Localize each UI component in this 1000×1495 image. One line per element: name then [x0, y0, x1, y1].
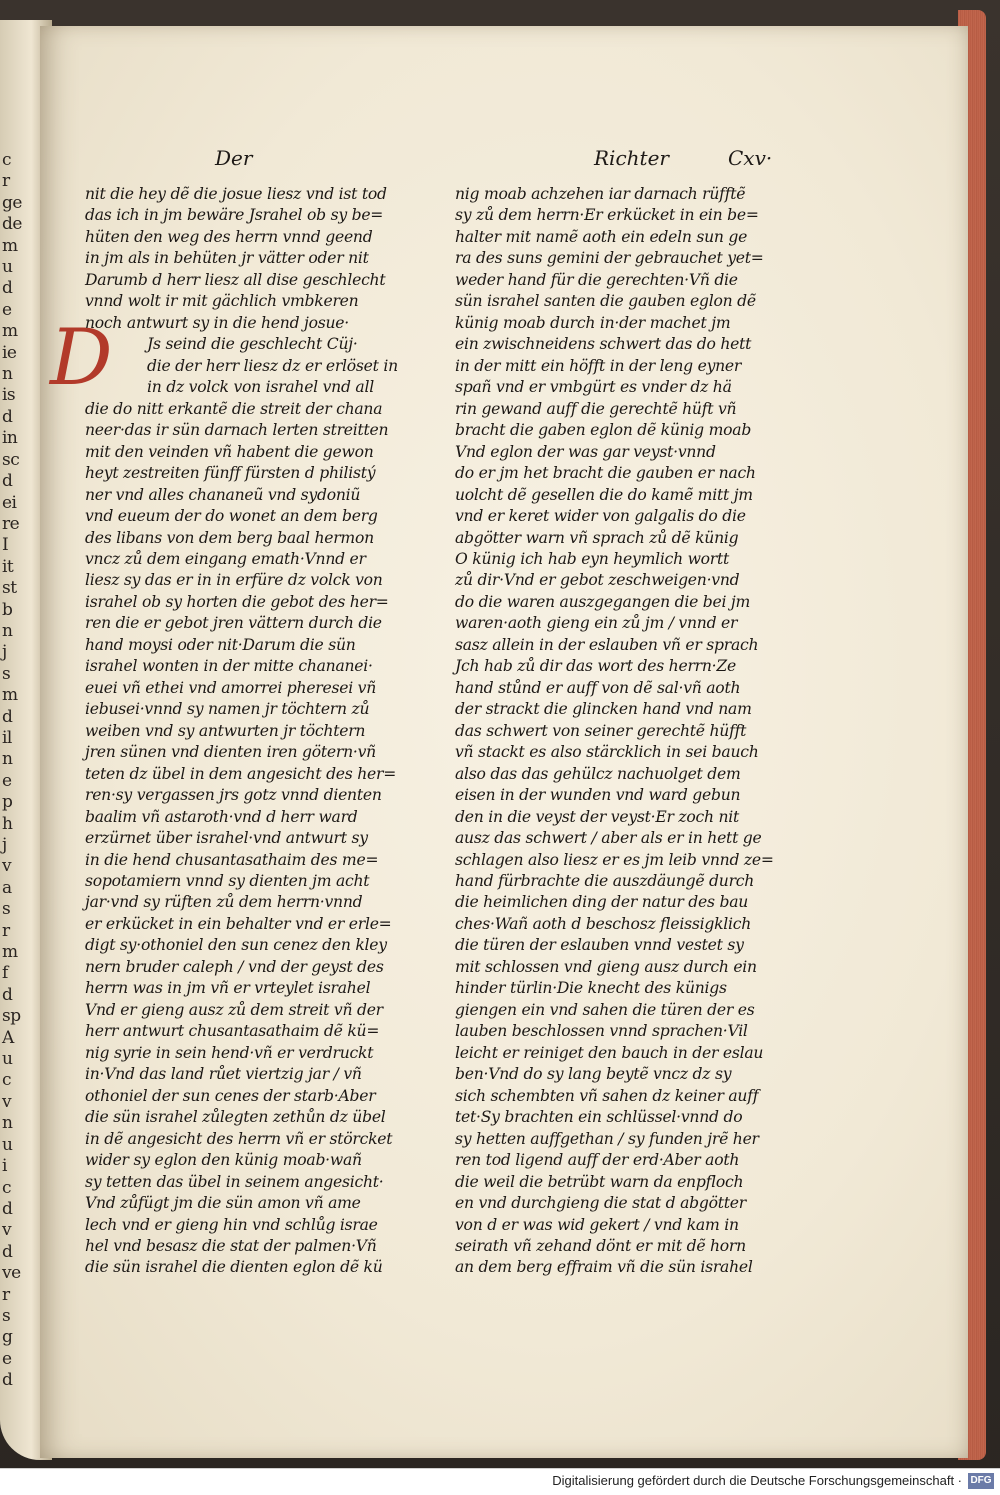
text-line: lauben beschlossen vnnd sprachen·Vil	[455, 1022, 748, 1041]
text-line: vñ stackt es also stärcklich in sei bauch	[455, 743, 759, 762]
text-line: wider sy eglon den künig moab·wañ	[85, 1151, 362, 1170]
text-line: des libans von dem berg baal hermon	[85, 528, 374, 547]
text-line: mit den veinden vñ habent die gewon	[85, 442, 374, 461]
text-line: jar·vnd sy rüften zů dem herrn·vnnd	[85, 893, 363, 912]
text-line: künig moab durch in·der machet jm	[455, 313, 731, 332]
text-line: in die hend chusantasathaim des me=	[85, 850, 379, 869]
text-line: zů dir·Vnd er gebot zeschweigen·vnd	[455, 571, 740, 590]
text-line: die sün israhel zůlegten zethůn dz übel	[85, 1108, 386, 1127]
text-line: ner vnd alles chananeũ vnd sydoniũ	[85, 485, 361, 504]
text-line: sich schembten vñ sahen dz keiner auff	[455, 1086, 759, 1105]
text-line: hand moysi oder nit·Darum die sün	[85, 635, 356, 654]
running-head-right: Richter	[594, 146, 669, 170]
text-line: vnnd wolt ir mit gächlich vmbkeren	[85, 292, 359, 311]
text-line: die weil die betrübt warn da enpfloch	[455, 1172, 744, 1191]
text-line: sy zů dem herrn·Er erkücket in ein be=	[455, 206, 759, 225]
text-line: leicht er reiniget den bauch in der eslau	[455, 1043, 764, 1062]
text-line: halter mit namẽ aoth ein edeln sun ge	[455, 227, 748, 246]
text-line: ren tod ligend auff der erd·Aber aoth	[455, 1151, 740, 1170]
text-line: nig syrie in sein hend·vñ er verdruckt	[85, 1043, 374, 1062]
footer-bar	[0, 1468, 1000, 1495]
text-line: israhel ob sy horten die gebot des her=	[85, 592, 389, 611]
text-line: sün israhel santen die gauben eglon dẽ	[455, 292, 756, 311]
text-line: das schwert von seiner gerechtẽ hüfft	[455, 721, 747, 740]
text-line: eisen in der wunden vnd ward gebun	[455, 786, 741, 805]
funding-credit: Digitalisierung gefördert durch die Deutsche Forschungsgemeinschaft ·	[552, 1473, 962, 1488]
text-line: teten dz übel in dem angesicht des her=	[85, 764, 397, 783]
red-initial-letter: D	[50, 313, 113, 403]
dfg-logo: DFG	[968, 1473, 994, 1489]
text-line: also das das gehülcz nachuolget dem	[455, 764, 741, 783]
text-line: vncz zů dem eingang emath·Vnnd er	[85, 549, 366, 568]
text-line: giengen ein vnd sahen die türen der es	[455, 1000, 755, 1019]
text-line: Jch hab zů dir das wort des herrn·Ze	[455, 657, 736, 676]
text-line: hüten den weg des herrn vnnd geend	[85, 227, 373, 246]
text-line: sy hetten auffgethan / sy funden jrẽ her	[455, 1129, 759, 1148]
running-head-left: Der	[215, 146, 253, 170]
text-line: an dem berg effraim vñ die sün israhel	[455, 1258, 753, 1277]
text-line: der strackt die glincken hand vnd nam	[455, 700, 752, 719]
left-text-column	[85, 184, 403, 1279]
text-line: do die waren auszgegangen die bei jm	[455, 592, 751, 611]
text-line: von d er was wid gekert / vnd kam in	[455, 1215, 739, 1234]
text-line: nit die hey dẽ die josue liesz vnd ist tod	[85, 185, 387, 203]
text-line: herr antwurt chusantasathaim dẽ kü=	[85, 1022, 380, 1041]
text-line: othoniel der sun cenes der starb·Aber	[85, 1086, 376, 1105]
text-line: mit schlossen vnd gieng ausz durch ein	[455, 957, 757, 976]
text-line: nig moab achzehen iar darnach rüfftẽ	[455, 185, 746, 203]
text-line: ben·Vnd do sy lang beytẽ vncz dz sy	[455, 1065, 732, 1084]
facing-page-text-fragment: c r ge de m u d e m ie n is d in sc d ei re I it st b n j s m d il n e p h j v a s r m f d sp A u c v n u i c d v d ve r s g e d	[2, 150, 22, 1391]
text-line: in·Vnd das land růet viertzig jar / vñ	[85, 1065, 362, 1084]
text-line: das ich in jm bewäre Jsrahel ob sy be=	[85, 206, 384, 225]
text-line: in jm als in behüten jr vätter oder nit	[85, 249, 369, 268]
text-line: noch antwurt sy in die hend josue·	[85, 313, 349, 332]
text-line: herrn was in jm vñ er vrteylet israhel	[85, 979, 371, 998]
text-line: neer·das ir sün darnach lerten streitten	[85, 421, 389, 440]
text-line: die sün israhel die dienten eglon dẽ kü	[85, 1258, 383, 1277]
text-line: uolcht dẽ gesellen die do kamẽ mitt jm	[455, 485, 753, 504]
text-line: hand fürbrachte die auszdäungẽ durch	[455, 872, 755, 890]
text-line: israhel wonten in der mitte chananei·	[85, 657, 373, 676]
text-line: er erkücket in ein behalter vnd er erle=	[85, 914, 392, 933]
text-line: vnd eueum der do wonet an dem berg	[85, 507, 378, 526]
text-line: lech vnd er gieng hin vnd schlůg israe	[85, 1215, 378, 1234]
folio-number: Cxv·	[728, 146, 773, 170]
text-line: Vnd zůfügt jm die sün amon vñ ame	[85, 1194, 361, 1213]
text-line: Vnd eglon der was gar veyst·vnnd	[455, 442, 716, 461]
text-line: tet·Sy brachten ein schlüssel·vnnd do	[455, 1108, 743, 1127]
text-line: O künig ich hab eyn heymlich wortt	[455, 549, 730, 568]
text-line: liesz sy das er in in erfüre dz volck von	[85, 571, 383, 590]
text-line: ren die er gebot jren vättern durch die	[85, 614, 382, 633]
text-line: nern bruder caleph / vnd der geyst des	[85, 957, 384, 976]
text-line: sopotamiern vnnd sy dienten jm acht	[85, 872, 370, 890]
text-line: en vnd durchgieng die stat d abgötter	[455, 1194, 746, 1213]
text-line: ches·Wañ aoth d beschosz fleissigklich	[455, 914, 752, 933]
text-line: sasz allein in der eslauben vñ er sprach	[455, 635, 759, 654]
text-line: digt sy·othoniel den sun cenez den kley	[85, 936, 387, 955]
text-line: in dẽ angesicht des herrn vñ er störcket	[85, 1129, 393, 1148]
text-line: den in die veyst der veyst·Er zoch nit	[455, 807, 740, 826]
text-line: die heimlichen ding der natur des bau	[455, 893, 749, 912]
text-line: erzürnet über israhel·vnd antwurt sy	[85, 829, 368, 848]
text-line: Vnd er gieng ausz zů dem streit vñ der	[85, 1000, 383, 1019]
right-text-column	[455, 184, 777, 1279]
text-line: Darumb d herr liesz all dise geschlecht	[85, 270, 386, 289]
text-line: ausz das schwert / aber als er in hett ge	[455, 829, 762, 848]
text-line: ein zwischneidens schwert das do hett	[455, 335, 752, 354]
text-line: schlagen also liesz er es jm leib vnnd ze=	[455, 850, 774, 869]
text-line: hand stůnd er auff von dẽ sal·vñ aoth	[455, 678, 741, 697]
text-line: hinder türlin·Die knecht des künigs	[455, 979, 727, 998]
text-line: baalim vñ astaroth·vnd d herr ward	[85, 807, 358, 826]
text-line: bracht die gaben eglon dẽ künig moab	[455, 421, 752, 440]
text-line: vnd er keret wider von galgalis do die	[455, 507, 746, 526]
text-line: die türen der eslauben vnnd vestet sy	[455, 936, 744, 955]
text-line: die der herr liesz dz er erlöset in	[147, 356, 398, 375]
text-line: waren·aoth gieng ein zů jm / vnnd er	[455, 614, 738, 633]
text-line: weder hand für die gerechten·Vñ die	[455, 270, 738, 289]
text-line: euei vñ ethei vnd amorrei pheresei vñ	[85, 678, 377, 697]
text-line: jren sünen vnd dienten iren götern·vñ	[85, 743, 376, 762]
text-line: ra des suns gemini der gebrauchet yet=	[455, 249, 764, 268]
text-line: in dz volck von israhel vnd all	[147, 378, 374, 397]
text-line: do er jm het bracht die gauben er nach	[455, 464, 756, 483]
text-line: heyt zestreiten fünff fürsten d philistý	[85, 464, 376, 483]
text-line: die do nitt erkantẽ die streit der chana	[85, 399, 383, 418]
text-line: rin gewand auff die gerechtẽ hüft vñ	[455, 399, 737, 418]
text-line: ren·sy vergassen jrs gotz vnnd dienten	[85, 786, 382, 805]
text-line: spañ vnd er vmbgürt es vnder dz hä	[455, 378, 732, 397]
text-line: hel vnd besasz die stat der palmen·Vñ	[85, 1236, 377, 1255]
text-line: seirath vñ zehand dönt er mit dẽ horn	[455, 1236, 746, 1255]
text-line: Js seind die geschlecht Cüj·	[147, 335, 358, 354]
text-line: iebusei·vnnd sy namen jr töchtern zů	[85, 700, 370, 719]
text-line: weiben vnd sy antwurten jr töchtern	[85, 721, 366, 740]
text-line: in der mitt ein höfft in der leng eyner	[455, 356, 742, 375]
text-line: abgötter warn vñ sprach zů dẽ künig	[455, 528, 739, 547]
text-line: sy tetten das übel in seinem angesicht·	[85, 1172, 384, 1191]
